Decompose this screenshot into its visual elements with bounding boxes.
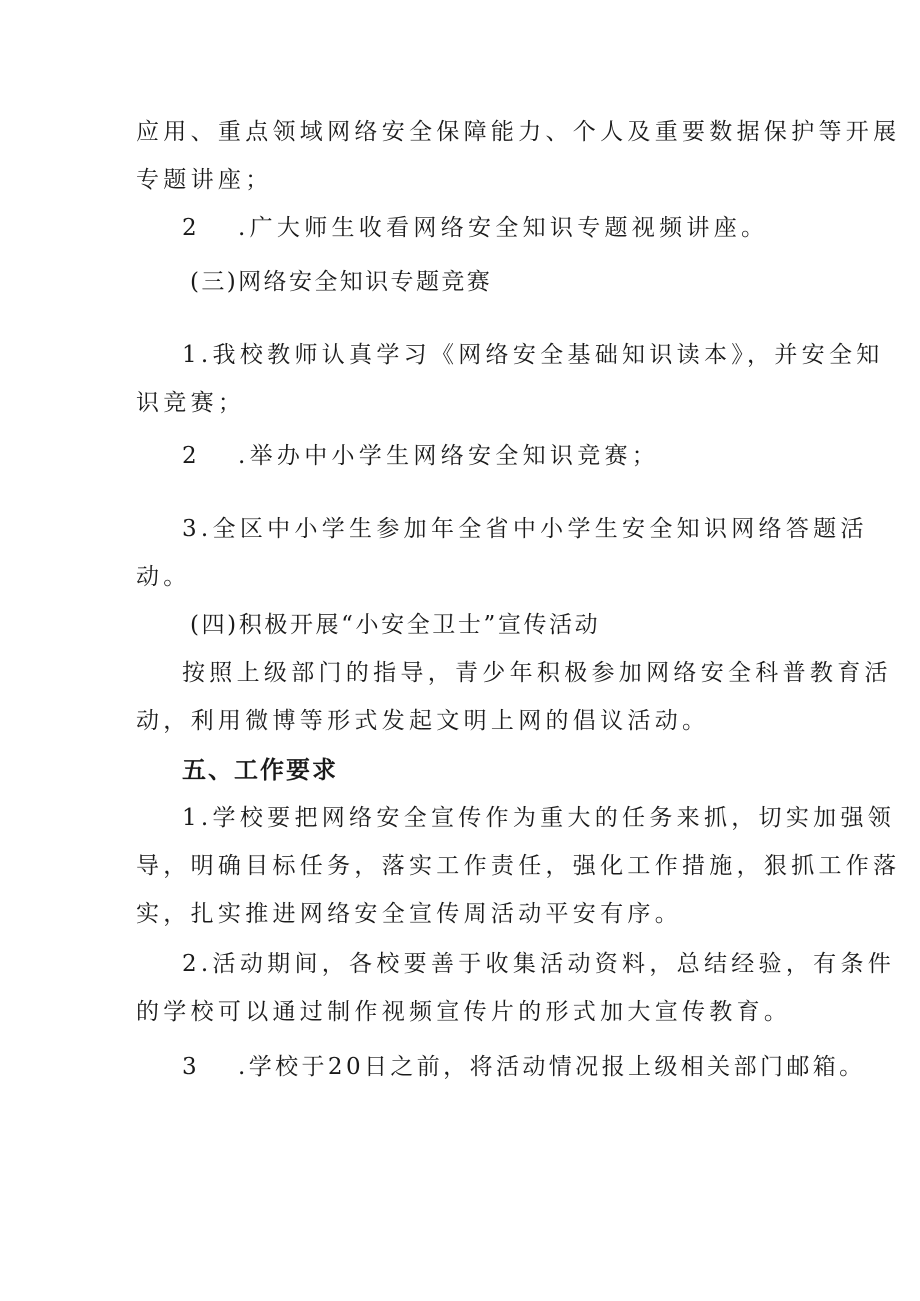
paragraph-line: 1.学校要把网络安全宣传作为重大的任务来抓，切实加强领 (182, 805, 896, 831)
list-item-text: .广大师生收看网络安全知识专题视频讲座。 (238, 215, 769, 241)
section-heading: 五、工作要求 (182, 756, 338, 784)
list-number: 2 (182, 443, 201, 469)
paragraph-line: 专题讲座； (136, 167, 273, 193)
paragraph-line: 2.活动期间，各校要善于收集活动资料，总结经验，有条件 (182, 951, 896, 977)
paragraph-line: 实，扎实推进网络安全宣传周活动平安有序。 (136, 901, 682, 927)
list-item-text: .举办中小学生网络安全知识竞赛； (238, 443, 660, 469)
paragraph-line: 3.全区中小学生参加年全省中小学生安全知识网络答题活 (182, 516, 868, 542)
section-subheading: (三)网络安全知识专题竞赛 (190, 269, 493, 295)
section-subheading: (四)积极开展“小安全卫士”宣传活动 (190, 612, 601, 638)
paragraph-line: 导，明确目标任务，落实工作责任，强化工作措施，狠抓工作落 (136, 853, 901, 879)
paragraph-line: 动，利用微博等形式发起文明上网的倡议活动。 (136, 708, 710, 734)
list-number: 2 (182, 215, 201, 241)
paragraph-line: 应用、重点领域网络安全保障能力、个人及重要数据保护等开展 (136, 119, 901, 145)
paragraph-line: 动。 (136, 564, 191, 590)
list-item-text: .学校于20日之前，将活动情况报上级相关部门邮箱。 (238, 1054, 866, 1080)
paragraph-line: 识竞赛； (136, 390, 246, 416)
paragraph-line: 的学校可以通过制作视频宣传片的形式加大宣传教育。 (136, 999, 792, 1025)
paragraph-line: 1.我校教师认真学习《网络安全基础知识读本》，并安全知 (182, 342, 884, 368)
paragraph-line: 按照上级部门的指导，青少年积极参加网络安全科普教育活 (182, 660, 892, 686)
list-number: 3 (182, 1054, 201, 1080)
